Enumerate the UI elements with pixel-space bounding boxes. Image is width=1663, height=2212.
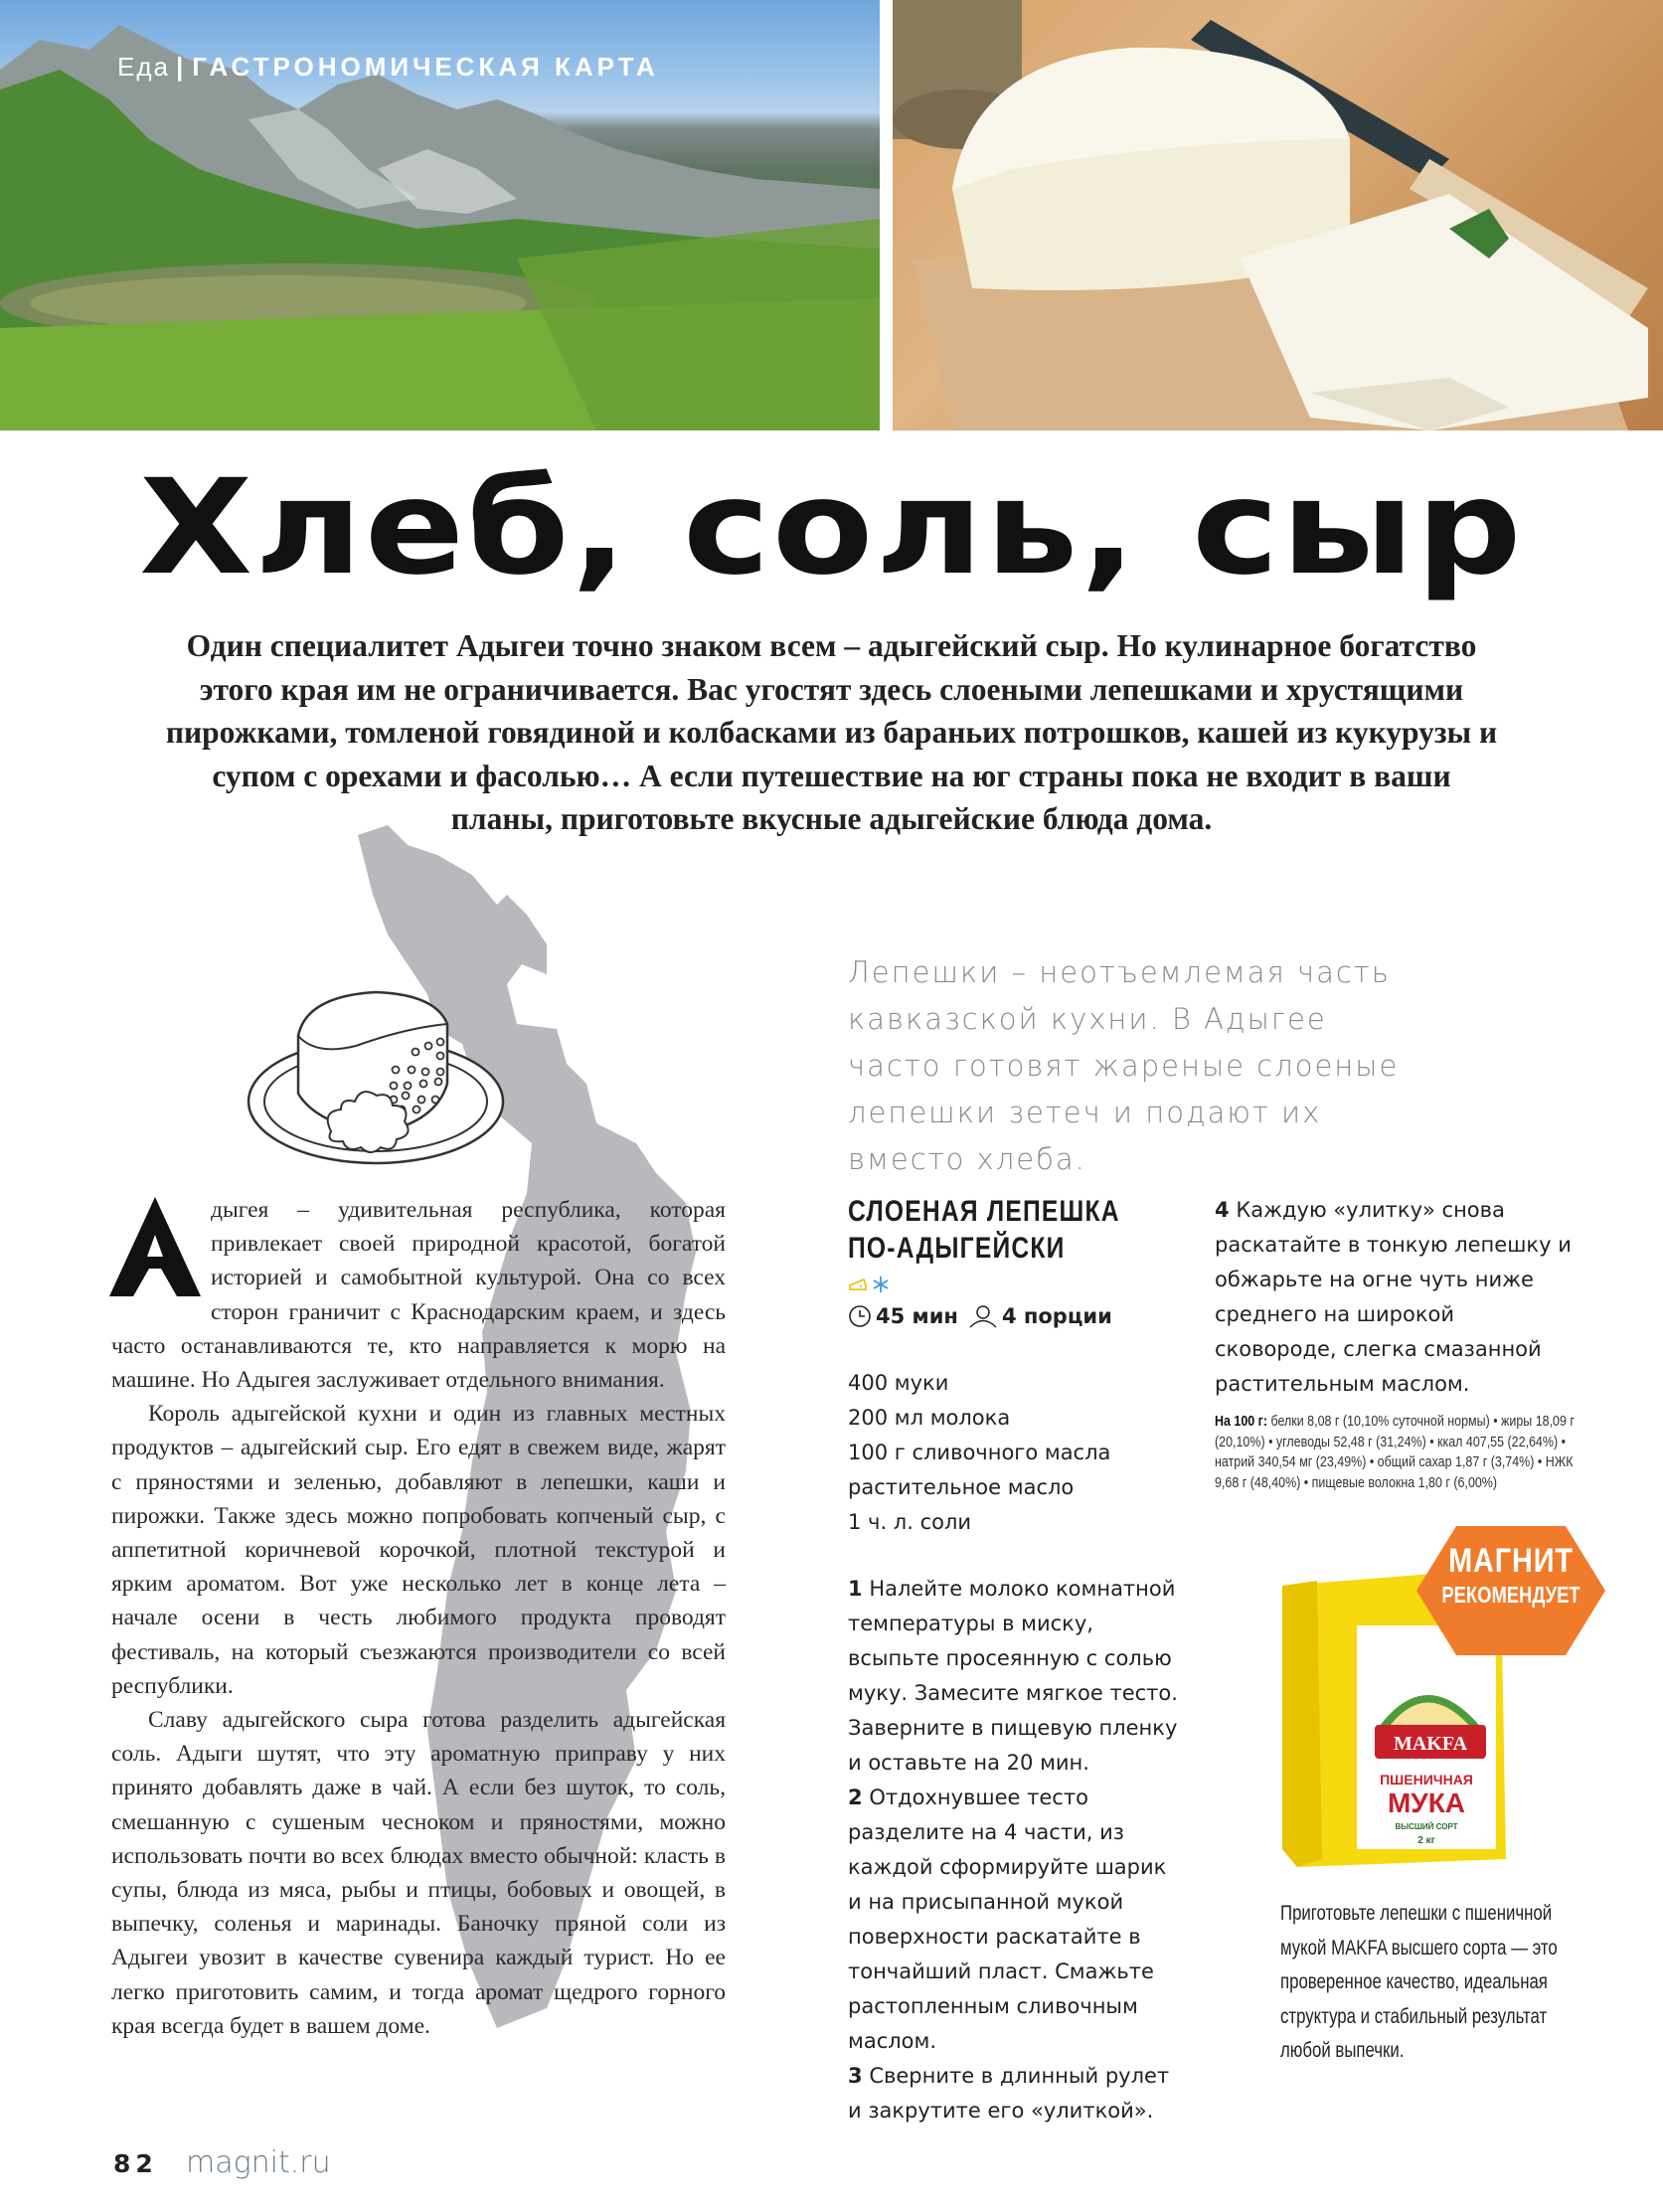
steps-list	[848, 1572, 1186, 2128]
ingredient: 1 ч. л. соли	[848, 1510, 972, 1534]
step-number: 3	[848, 2064, 863, 2088]
paragraph-text: дыгея – удивительная республика, которая привлекает своей природной красотой, богатой историей и самобытной культурой. Она со всех сторон граничит с Краснодарским краем, и здесь часто останавливаются те, кто направляется к морю на машине. Но Адыгея заслуживает отдельного внимания.	[111, 1197, 726, 1394]
badge-line1: МАГНИТ	[1448, 1542, 1574, 1580]
person-icon	[968, 1304, 998, 1328]
recipe-title-line: ПО-АДЫГЕЙСКИ	[848, 1232, 1066, 1265]
separator: |	[175, 52, 187, 82]
ingredient: 100 г сливочного масла	[848, 1441, 1111, 1464]
lead-paragraph: Один специалитет Адыгеи точно знаком всем – адыгейский сыр. Но кулинарное богатство этого края им не ограничивается. Вас угостят здесь слоеными лепешками и хрустящими пирожками, томленой говядиной и колбасками из бараньих потрошков, кашей из кукурузы и супом с орехами и фасолью… А если путешествие на юг страны пока не входит в ваши планы, приготовьте вкусные адыгейские блюда дома.	[165, 628, 1498, 836]
mountain-landscape-photo	[0, 0, 880, 430]
site-link[interactable]: magnit.ru	[186, 2145, 331, 2180]
ingredient: 200 мл молока	[848, 1406, 1011, 1430]
product-line1: ПШЕНИЧНАЯ	[1380, 1772, 1473, 1787]
ingredients-list	[848, 1366, 1186, 1540]
step-number: 2	[848, 1786, 863, 1809]
dropcap-letter-a	[109, 1197, 201, 1298]
recipe-icons	[848, 1273, 1186, 1296]
nutrition-label: На 100 г:	[1215, 1414, 1268, 1430]
product-caption: Приготовьте лепешки с пшеничной мукой MAKFA высшего сорта — это проверенное качество, идеальная структура и стабильный результат любой выпечки.	[1280, 1902, 1558, 2062]
cook-time: 45 мин	[876, 1304, 958, 1328]
section-label	[117, 52, 659, 83]
recipe-step	[848, 2059, 1186, 2128]
recipe-step	[848, 1572, 1186, 1781]
step-text: Сверните в длинный рулет и закрутите его «улиткой».	[848, 2064, 1170, 2123]
ingredient: растительное масло	[848, 1475, 1075, 1499]
step-text: Налейте молоко комнатной температуры в миску, всыпьте просеянную с солью муку. Замесите мягкое тесто. Заверните в пищевую пленку и оставьте на 20 мин.	[848, 1577, 1178, 1775]
nutrition-text: белки 8,08 г (10,10% суточной нормы) • жиры 18,09 г (20,10%) • углеводы 52,48 г (31,24%) • ккал 407,55 (22,64%) • натрий 340,54 мг (23,49%) • общий сахар 1,87 г (3,74%) • НЖК 9,68 г (48,40%) • пищевые волокна 1,80 г (6,00%)	[1215, 1414, 1575, 1491]
badge-line2: РЕКОМЕНДУЕТ	[1441, 1582, 1580, 1608]
recipe-title-line: СЛОЕНАЯ ЛЕПЕШКА	[848, 1195, 1120, 1228]
article-paragraph: Славу адыгейского сыра готова разделить адыгейская соль. Адыги шутят, что эту ароматную приправу у них принято добавлять даже в чай. А если без шуток, то соль, смешанную с сушеным чесноком и пряностями, можно использовать почти во всех блюдах вместо обычной: класть в супы, блюда из мяса, рыбы и птицы, бобовых и овощей, в выпечку, соленья и маринады. Баночку пряной соли из Адыгеи увозит в качестве сувенира каждый турист. Но ее легко приготовить самим, и тогда аромат щедрого горного края всегда будет в вашем доме.	[111, 1707, 726, 2039]
recipe-card	[848, 1193, 1186, 2128]
page-number: 82	[113, 2149, 158, 2178]
product-weight: 2 кг	[1417, 1835, 1435, 1846]
snowflake-icon	[872, 1276, 890, 1293]
product-brand: MAKFA	[1393, 1733, 1468, 1755]
nutrition-facts	[1215, 1412, 1582, 1493]
recipe-title	[848, 1193, 1190, 1267]
ingredient: 400 муки	[848, 1371, 949, 1395]
rubric: ГАСТРОНОМИЧЕСКАЯ КАРТА	[192, 52, 659, 82]
section-name: Еда	[117, 52, 170, 82]
recipe-continued	[1215, 1193, 1582, 1493]
article-title: Хлеб, соль, сыр	[139, 451, 1524, 604]
servings: 4 порции	[1001, 1304, 1112, 1328]
recipe-meta	[848, 1304, 1186, 1328]
step-text: Каждую «улитку» снова раскатайте в тонкую лепешку и обжарьте на огне чуть ниже среднего на широкой сковороде, слегка смазанной растительным маслом.	[1215, 1198, 1572, 1396]
product-line2: МУКА	[1387, 1787, 1466, 1818]
product-grade: ВЫСШИЙ СОРТ	[1395, 1822, 1458, 1831]
article-body	[111, 1193, 726, 2043]
recipe-step	[1215, 1193, 1582, 1402]
step-number: 1	[848, 1577, 863, 1601]
cheese-photo	[893, 0, 1663, 430]
cheese-plate-illustration	[237, 984, 515, 1173]
clock-icon	[848, 1304, 872, 1328]
pull-quote: Лепешки – неотъемлемая часть кавказской кухни. В Адыгее часто готовят жареные слоеные лепешки зетеч и подают их вместо хлеба.	[848, 955, 1400, 1176]
article-paragraph: Король адыгейской кухни и один из главных местных продуктов – адыгейский сыр. Его едят в свежем виде, жарят с пряностями и зеленью, добавляют в лепешки, каши и пирожки. Также здесь можно попробовать копченый сыр, с аппетитной коричневой корочкой, плотной текстурой и ярким ароматом. Вот уже несколько лет в конце лета – начале осени в честь любимого продукта проводят фестиваль, на который съезжаются производители со всей республики.	[111, 1401, 726, 1699]
cheese-icon	[848, 1276, 868, 1292]
step-number: 4	[1215, 1198, 1230, 1222]
article-paragraph	[111, 1193, 726, 1397]
badge-text	[1419, 1541, 1602, 1609]
recipe-step	[848, 1781, 1186, 2059]
step-text: Отдохнувшее тесто разделите на 4 части, из каждой сформируйте шарик и на присыпанной мукой поверхности раскатайте в тончайший пласт. Смажьте растопленным сливочным маслом.	[848, 1786, 1167, 2053]
